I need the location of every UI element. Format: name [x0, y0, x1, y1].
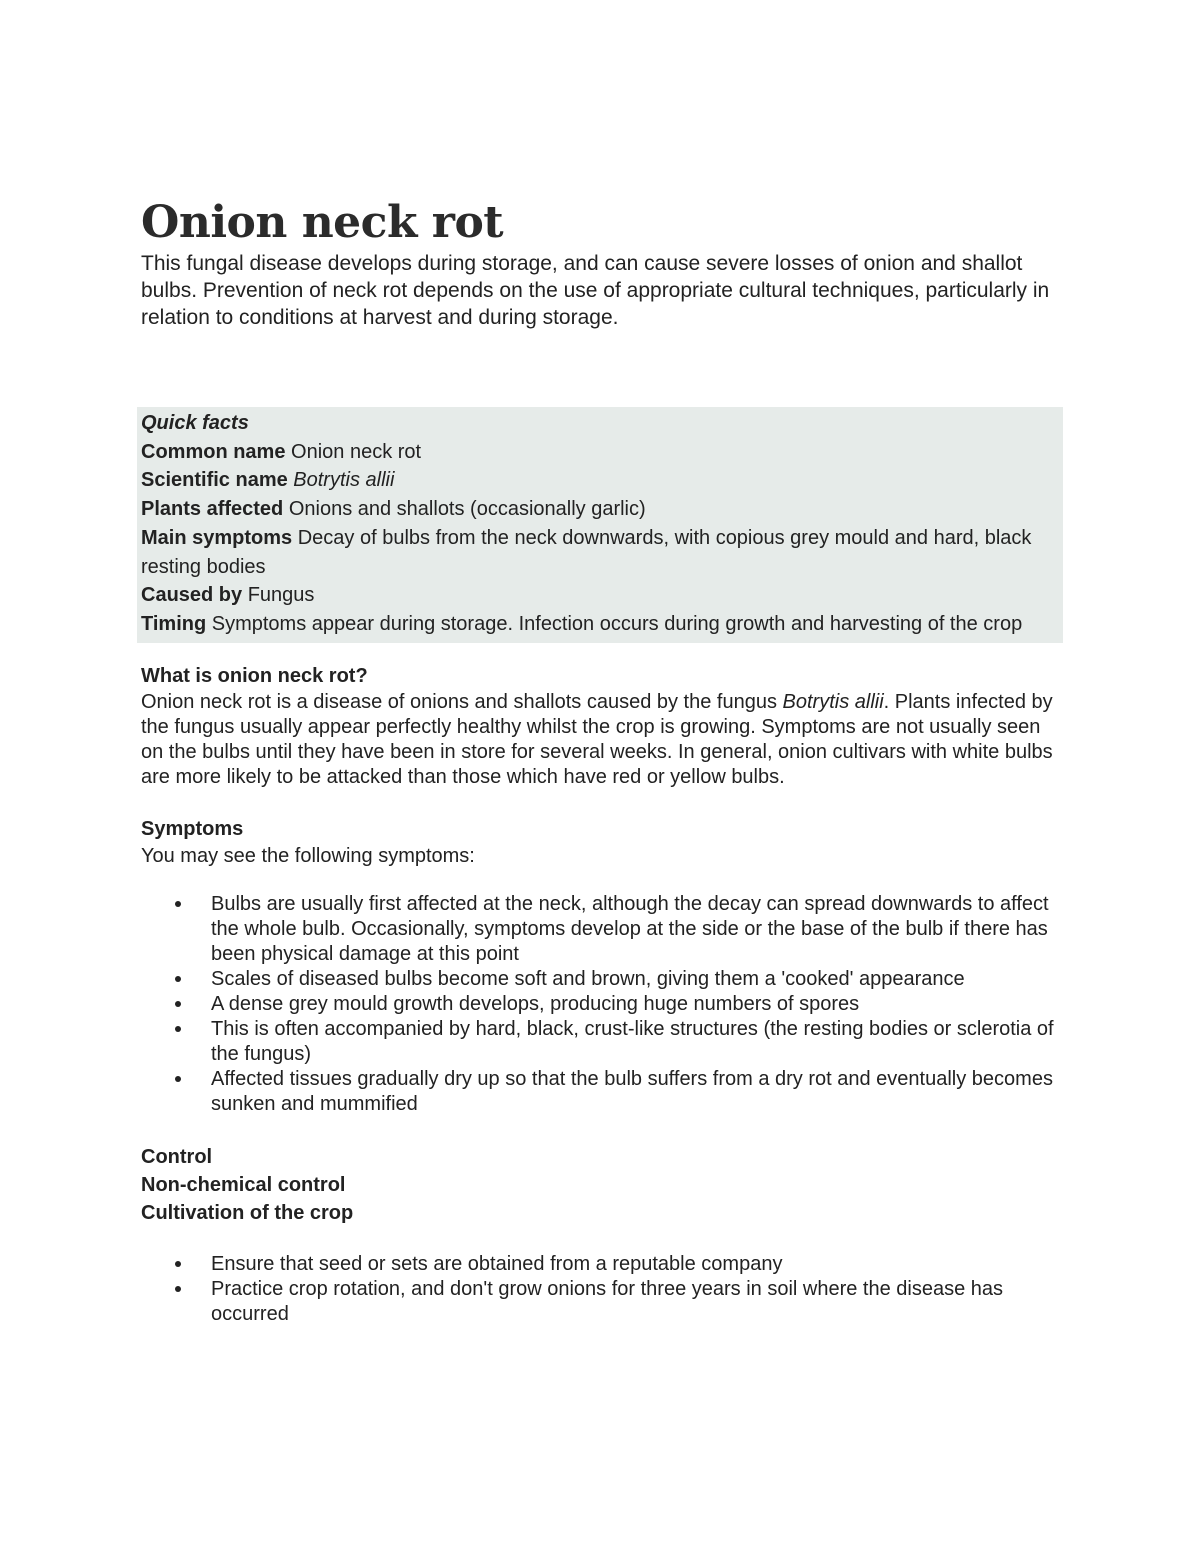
intro-paragraph: This fungal disease develops during storage, and can cause severe losses of onion and shallot bulbs. Prevention of neck rot depends on the use of appropriate cultural techniques, particularly in relation to conditions at harvest and during storage.: [141, 252, 1050, 329]
control-heading: Control: [141, 1145, 213, 1168]
what-is-paragraph: Onion neck rot is a disease of onions and shallots caused by the fungus Botrytis allii. Plants infected by the fungus usually appear perfectly healthy whilst the crop is growing. Symptoms are not usually seen on the bulbs until they have been in store for several weeks. In general, onion cultivars with white bulbs are more likely to be attacked than those which have red or yellow bulbs.: [141, 690, 1053, 788]
fact-value: Botrytis allii: [293, 469, 395, 492]
fact-label: Plants affected: [141, 498, 284, 521]
what-is-section: [141, 662, 1063, 790]
fact-value: Decay of bulbs from the neck downwards, with copious grey mould and hard, black resting bodies: [141, 526, 1032, 578]
what-is-heading: What is onion neck rot?: [141, 664, 368, 687]
fact-value: Onions and shallots (occasionally garlic): [288, 498, 646, 521]
page-title: Onion neck rot: [141, 197, 504, 248]
symptoms-section: [141, 815, 1063, 1117]
list-item: Scales of diseased bulbs become soft and brown, giving them a 'cooked' appearance: [141, 967, 1063, 992]
fact-label: Caused by: [141, 584, 243, 607]
list-item: This is often accompanied by hard, black, crust-like structures (the resting bodies or sclerotia of the fungus): [141, 1017, 1063, 1067]
fact-label: Timing: [141, 612, 207, 635]
list-item: A dense grey mould growth develops, producing huge numbers of spores: [141, 992, 1063, 1017]
fact-row: [141, 610, 1059, 639]
fact-row: [141, 581, 1059, 610]
non-chemical-heading: Non-chemical control: [141, 1173, 346, 1196]
fact-row: [141, 438, 1059, 467]
fact-value: Onion neck rot: [291, 440, 422, 463]
list-item: Affected tissues gradually dry up so that the bulb suffers from a dry rot and eventually becomes sunken and mummified: [141, 1067, 1063, 1117]
fact-label: Scientific name: [141, 469, 288, 492]
cultivation-heading: Cultivation of the crop: [141, 1201, 354, 1224]
fact-row: [141, 466, 1059, 495]
symptoms-heading: Symptoms: [141, 817, 244, 840]
list-item: Ensure that seed or sets are obtained from a reputable company: [141, 1252, 1063, 1277]
control-list: [141, 1252, 1063, 1327]
fact-label: Common name: [141, 440, 286, 463]
fact-value: Fungus: [247, 584, 315, 607]
list-item: Bulbs are usually first affected at the neck, although the decay can spread downwards to affect the whole bulb. Occasionally, symptoms develop at the side or the base of the bulb if there has been physical damage at this point: [141, 892, 1063, 967]
symptoms-list: [141, 892, 1063, 1117]
quick-facts-box: [137, 407, 1063, 643]
fact-value: Symptoms appear during storage. Infection occurs during growth and harvesting of the crop: [211, 612, 1023, 635]
fact-label: Main symptoms: [141, 526, 293, 549]
list-item: Practice crop rotation, and don't grow onions for three years in soil where the disease has occurred: [141, 1277, 1063, 1327]
quick-facts-heading: Quick facts: [141, 412, 249, 434]
fact-row: [141, 495, 1059, 524]
symptoms-intro: You may see the following symptoms:: [141, 844, 475, 867]
document-content: [141, 196, 1063, 1327]
fact-row: [141, 524, 1059, 581]
control-section: [141, 1143, 1063, 1327]
